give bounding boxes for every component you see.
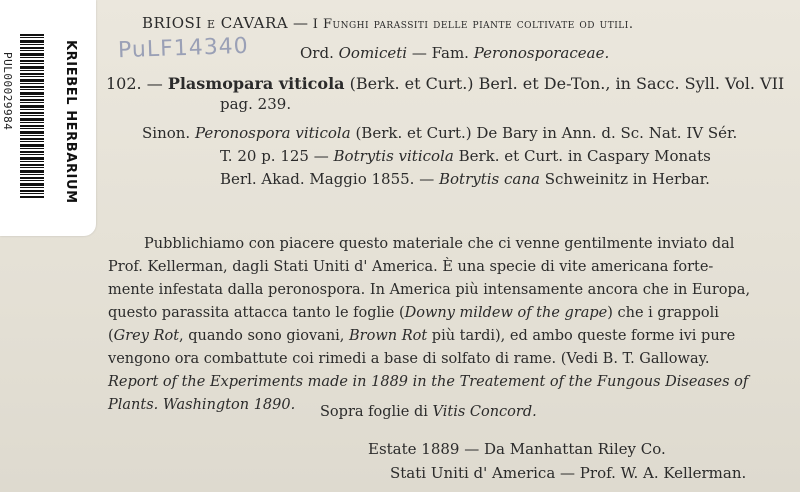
body-line-5-e: più tardi), ed ambo queste forme ivi pure [427, 328, 736, 344]
body-line-4 [108, 305, 719, 321]
species-page: pag. 239. [220, 95, 292, 113]
host-line [320, 404, 537, 420]
collection-line-1: Estate 1889 — Da Manhattan Riley Co. [368, 440, 666, 458]
barcode-graphic [20, 34, 44, 198]
synonym-3-name: Botrytis cana [439, 170, 540, 188]
synonyms-line-3 [220, 170, 710, 188]
species-name: Plasmopara viticola [167, 74, 345, 93]
classification [300, 44, 609, 62]
body-line-8: Plants. Washington 1890. [108, 397, 296, 413]
synonym-2-ref-cont: Berl. Akad. Maggio 1855. — [220, 170, 435, 188]
order-label: Ord. [300, 44, 334, 62]
family-name: Peronosporaceae. [473, 44, 610, 62]
synonym-3-ref: Schweinitz in Herbar. [544, 170, 710, 188]
handwritten-accession: PuLF14340 [117, 33, 250, 64]
body-line-7: Report of the Experiments made in 1889 in the Treatement of the Fungous Diseases of [108, 374, 749, 390]
body-line-5-c: , quando sono giovani, [179, 328, 350, 344]
series-authors: BRIOSI e CAVARA [142, 14, 289, 32]
body-line-4-c: ) che i grappoli [607, 305, 719, 321]
synonym-2-name: Botrytis viticola [333, 147, 454, 165]
body-line-3: mente infestata dalla peronospora. In America più intensamente ancora che in Europa, [108, 282, 751, 298]
host-name: Vitis Concord. [432, 404, 537, 420]
synonyms-line-1 [142, 124, 737, 142]
body-line-5 [108, 328, 735, 344]
body-line-2: Prof. Kellerman, dagli Stati Uniti d' America. È una specie di vite americana forte- [108, 259, 714, 275]
body-line-1: Pubblichiamo con piacere questo materiale che ci venne gentilmente inviato dal [144, 236, 735, 252]
synonym-1-ref: (Berk. et Curt.) De Bary in Ann. d. Sc. Nat. IV Sér. [355, 124, 738, 142]
body-line-5-a: ( [108, 328, 114, 344]
series-title: I Funghi parassiti delle piante coltivate od utili. [312, 17, 634, 32]
body-line-5-italic-2: Brown Rot [349, 328, 428, 344]
body-line-4-a: questo parassita attacca tanto le foglie ( [108, 305, 405, 321]
header-dash: — [292, 14, 308, 32]
synonyms-line-2 [220, 147, 711, 165]
host-lead: Sopra foglie di [320, 404, 433, 420]
series-header [142, 14, 633, 32]
synonyms-lead: Sinon. [142, 124, 191, 142]
collection-line-2: Stati Uniti d' America — Prof. W. A. Kellerman. [390, 464, 747, 482]
synonym-1-name: Peronospora viticola [194, 124, 351, 142]
barcode-label [0, 0, 96, 236]
synonym-2-ref: Berk. et Curt. in Caspary Monats [458, 147, 711, 165]
synonym-1-ref-cont: T. 20 p. 125 — [220, 147, 329, 165]
barcode-number: PUL00029984 [1, 52, 14, 131]
body-line-5-italic-1: Grey Rot [113, 328, 180, 344]
species-authority: (Berk. et Curt.) Berl. et De-Ton., in Sacc. Syll. Vol. VII [349, 74, 785, 93]
order-name: Oomiceti [338, 44, 408, 62]
body-line-6: vengono ora combattute coi rimedi a base di solfato di rame. (Vedi B. T. Galloway. [108, 351, 710, 367]
species-entry [106, 74, 784, 93]
family-label: — Fam. [411, 44, 469, 62]
species-number: 102. — [106, 74, 163, 93]
body-line-4-italic: Downy mildew of the grape [404, 305, 608, 321]
herbarium-name: KRIEBEL HERBARIUM [63, 40, 78, 204]
